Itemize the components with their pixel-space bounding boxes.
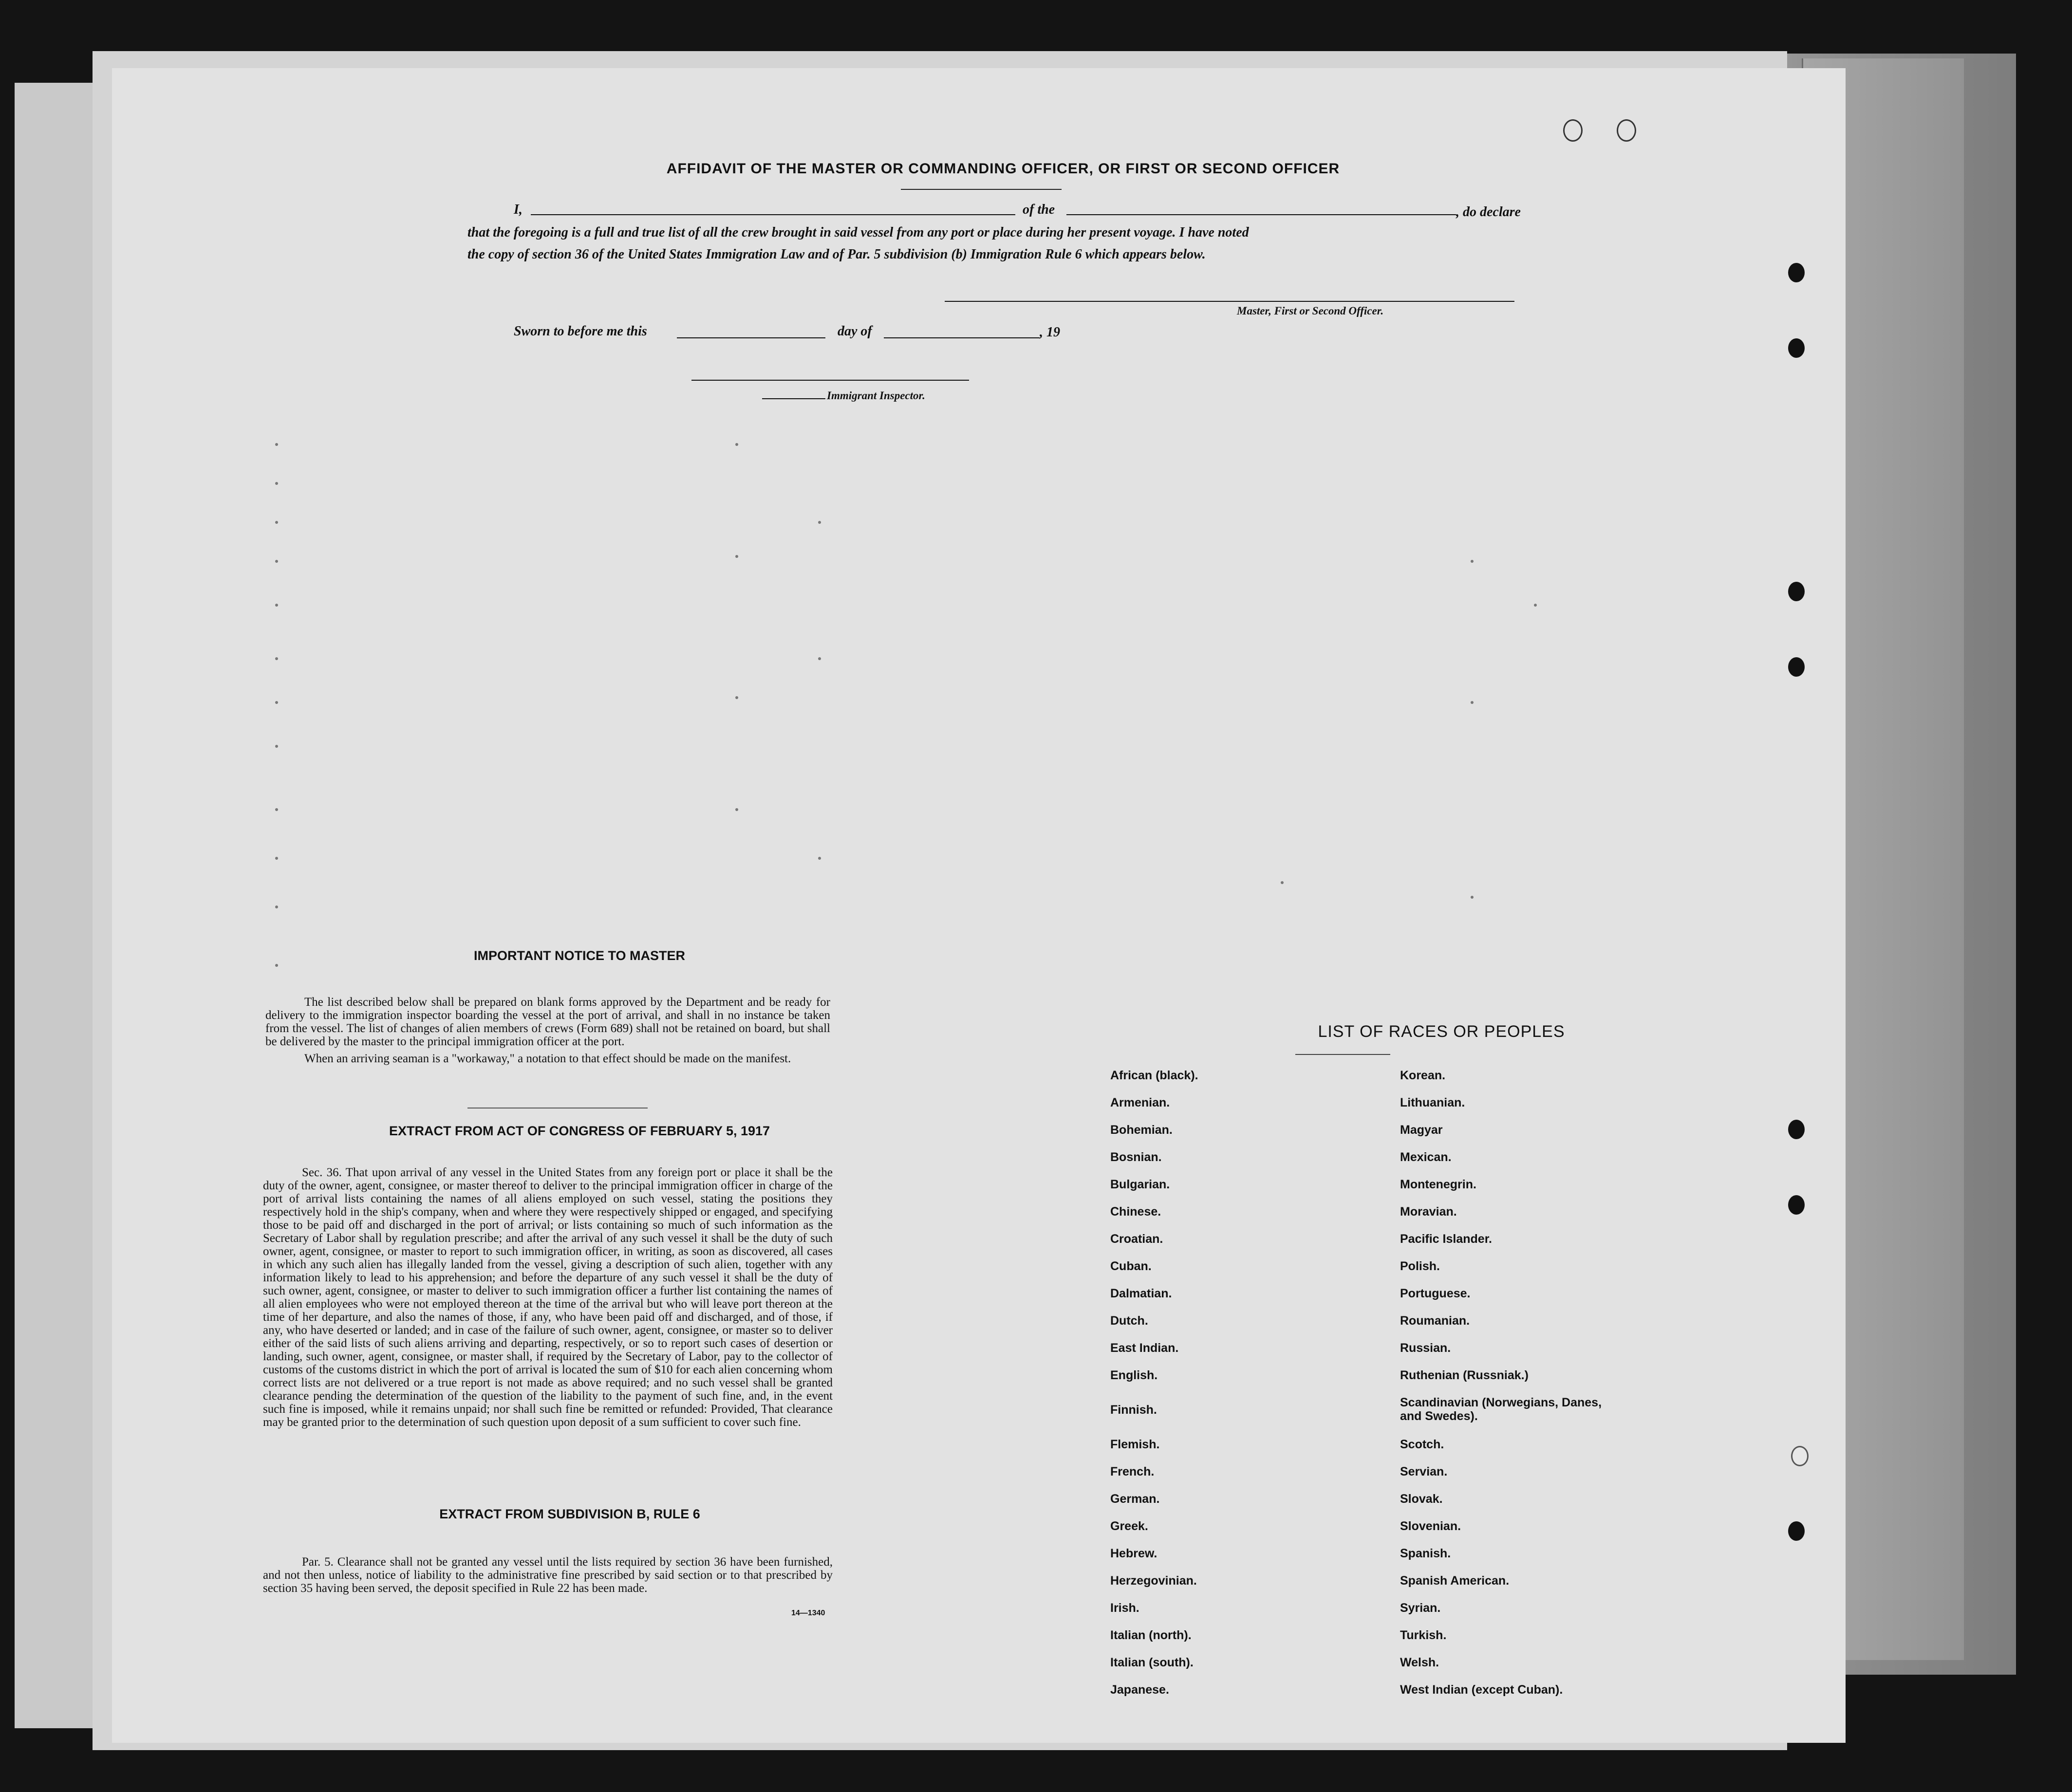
extract-act-text: Sec. 36. That upon arrival of any vessel in the United States from any foreign port or place it shall be the duty of the owner, agent, consignee, or master thereof to deliver to the principal immigration officer in charge of the port of arrival lists containing the names of all aliens employed on such vessel, stating the positions they respectively hold in the ship's company, when and where they were respectively shipped or engaged, and specifying those to be paid off and discharged in the port of arrival; or lists containing so much of such information as the Secretary of Labor shall by regulation prescribe; and after the arrival of any such vessel it shall be the duty of such owner, agent, consignee, or master to report to such immigration officer, in writing, as soon as discovered, all cases in which any such alien has illegally landed from the vessel, giving a description of such alien, together with any information likely to lead to his apprehension; and before the departure of any such vessel it shall be the duty of such owner, agent, consignee, or master to deliver to such immigration officer a further list containing the names of all alien employees who were not employed thereon at the time of the arrival but who will leave port thereon at the time of her departure, and also the names of those, if any, who have been paid off and discharged, and of those, if any, who have deserted or landed; and in case of the failure of such owner, agent, consignee, or master so to deliver either of the said lists of such aliens arriving and departing, respectively, or so to report such cases of desertion or landing, such owner, agent, consignee, or master shall, if required by the Secretary of Labor, pay to the collector of customs of the customs district in which the port of arrival is located the sum of $10 for each alien concerning whom correct lists are not delivered or a true report is not made as above required; and no such vessel shall be granted clearance pending the determination of the question of the liability to the payment of such fine, and, in the event such fine is imposed, while it remains unpaid; nor shall such fine be remitted or refunded: Provided, That clearance may be granted prior to the determination of such question upon deposit of a sum sufficient to cover such fine. [263,1166,833,1429]
race-item: Armenian. [1110,1096,1170,1109]
column-dot [275,745,278,748]
races-title-rule [1295,1054,1390,1055]
race-item: Italian (south). [1110,1656,1194,1669]
column-dot [275,443,278,446]
column-dot [818,657,821,660]
punch-hole-icon [1791,1446,1809,1466]
column-dot [275,560,278,563]
title-rule [901,189,1062,190]
affidavit-do-declare: , do declare [1456,204,1521,220]
race-item: Chinese. [1110,1205,1161,1219]
binder-ring-icon [1617,119,1636,142]
race-item: Korean. [1400,1069,1446,1082]
races-title: LIST OF RACES OR PEOPLES [1318,1022,1565,1041]
column-dot [818,521,821,524]
column-dot [275,604,278,607]
sworn-label: Sworn to before me this [514,324,647,339]
extract-rule-title: EXTRACT FROM SUBDIVISION B, RULE 6 [439,1507,700,1521]
column-dot [275,482,278,485]
column-dot [275,701,278,704]
race-item: Ruthenian (Russniak.) [1400,1368,1529,1382]
race-item: Greek. [1110,1519,1148,1533]
race-item: Syrian. [1400,1601,1441,1615]
extract-act-title: EXTRACT FROM ACT OF CONGRESS OF FEBRUARY 5, 1917 [389,1124,770,1138]
form-number: 14—1340 [791,1609,825,1617]
race-item: French. [1110,1465,1155,1478]
race-item: Welsh. [1400,1656,1439,1669]
column-dot [735,555,738,558]
punch-hole-icon [1788,1120,1805,1139]
column-dot [735,808,738,811]
column-dot [1281,881,1284,884]
race-item: Scandinavian (Norwegians, Danes, and Swedes). [1400,1396,1602,1423]
race-item: Servian. [1400,1465,1448,1478]
punch-hole-icon [1788,1195,1805,1215]
column-dot [275,521,278,524]
column-dot [818,857,821,860]
extract-act-body [263,1166,833,1433]
race-item: Pacific Islander. [1400,1232,1492,1246]
column-dot [275,964,278,967]
sworn-month-blank[interactable] [884,337,1040,338]
punch-hole-icon [1788,1521,1805,1541]
race-item: Japanese. [1110,1683,1169,1697]
day-of-label: day of [838,324,872,339]
column-dot [275,905,278,908]
race-item: Polish. [1400,1259,1440,1273]
extract-rule-text: Par. 5. Clearance shall not be granted any vessel until the lists required by section 36 have been furnished, and not then unless, notice of liability to the administrative fine prescribed by said section or to that prescribed by section 35 having been served, the deposit specified in Rule 22 has been made. [263,1555,833,1595]
race-item: Irish. [1110,1601,1139,1615]
race-item: Roumanian. [1400,1314,1470,1328]
notice-paragraph: When an arriving seaman is a "workaway," a notation to that effect should be made on the manifest. [304,1052,791,1065]
race-item: Dalmatian. [1110,1287,1172,1300]
race-item: Spanish American. [1400,1574,1510,1588]
race-item: Flemish. [1110,1438,1160,1451]
column-dot [275,657,278,660]
inspector-signature-blank[interactable] [691,380,969,381]
race-item: Bosnian. [1110,1150,1162,1164]
column-dot [735,443,738,446]
affidavit-line-2: that the foregoing is a full and true list of all the crew brought in said vessel from any port or place during her present voyage. I have noted [467,225,1249,240]
race-item: Lithuanian. [1400,1096,1465,1109]
race-item: Spanish. [1400,1547,1451,1560]
race-item: Magyar [1400,1123,1443,1137]
race-item: Croatian. [1110,1232,1163,1246]
binder-ring-icon [1563,119,1583,142]
punch-hole-icon [1788,338,1805,358]
affidavit-line-3: the copy of section 36 of the United States Immigration Law and of Par. 5 subdivision (b) Immigration Rule 6 which appears below. [467,247,1206,262]
race-item: Scotch. [1400,1438,1444,1451]
affidavit-title: AFFIDAVIT OF THE MASTER OR COMMANDING OFFICER, OR FIRST OR SECOND OFFICER [666,161,1340,177]
punch-hole-icon [1788,263,1805,282]
master-name-blank[interactable] [531,214,1015,215]
race-item: Turkish. [1400,1628,1447,1642]
race-item: Herzegovinian. [1110,1574,1197,1588]
race-item: German. [1110,1492,1160,1506]
race-item: English. [1110,1368,1158,1382]
column-dot [1534,604,1537,607]
vessel-name-blank[interactable] [1066,214,1456,215]
race-item: Slovenian. [1400,1519,1461,1533]
notice-title: IMPORTANT NOTICE TO MASTER [474,948,685,963]
race-item: Portuguese. [1400,1287,1471,1300]
race-item: Bohemian. [1110,1123,1173,1137]
affidavit-i-label: I, [514,202,523,217]
race-item: Bulgarian. [1110,1178,1170,1191]
column-dot [275,808,278,811]
affidavit-of-the-label: of the [1023,202,1055,217]
column-dot [1471,560,1474,563]
column-dot [1471,701,1474,704]
race-item: East Indian. [1110,1341,1179,1355]
notice-paragraph: The list described below shall be prepared on blank forms approved by the Department and be ready for delivery to the immigration inspector boarding the vessel at the port of arrival, and shall in no instance be taken from the vessel. The list of changes of alien members of crews (Form 689) shall not be retained on board, but shall be delivered by the master to the principal immigration officer at the port. [265,996,830,1048]
race-item: Moravian. [1400,1205,1457,1219]
document-page [112,68,1846,1743]
column-dot [275,857,278,860]
race-item: Italian (north). [1110,1628,1192,1642]
race-item: Cuban. [1110,1259,1152,1273]
notice-body [265,996,830,1069]
race-item: Slovak. [1400,1492,1443,1506]
race-item: West Indian (except Cuban). [1400,1683,1563,1697]
race-item: Hebrew. [1110,1547,1157,1560]
race-item: Russian. [1400,1341,1451,1355]
inspector-caption: Immigrant Inspector. [827,389,925,402]
sworn-day-blank[interactable] [677,337,825,338]
race-item: African (black). [1110,1069,1198,1082]
master-caption: Master, First or Second Officer. [1237,305,1384,317]
punch-hole-icon [1788,657,1805,677]
master-signature-blank[interactable] [945,301,1514,302]
race-item: Dutch. [1110,1314,1148,1328]
race-item: Montenegrin. [1400,1178,1476,1191]
punch-hole-icon [1788,582,1805,601]
column-dot [735,696,738,699]
race-item: Mexican. [1400,1150,1452,1164]
extract-rule-body [263,1555,833,1599]
year-label: , 19 [1040,325,1060,340]
column-dot [1471,896,1474,899]
race-item: Finnish. [1110,1403,1157,1417]
inspector-caption-rule [762,398,825,399]
